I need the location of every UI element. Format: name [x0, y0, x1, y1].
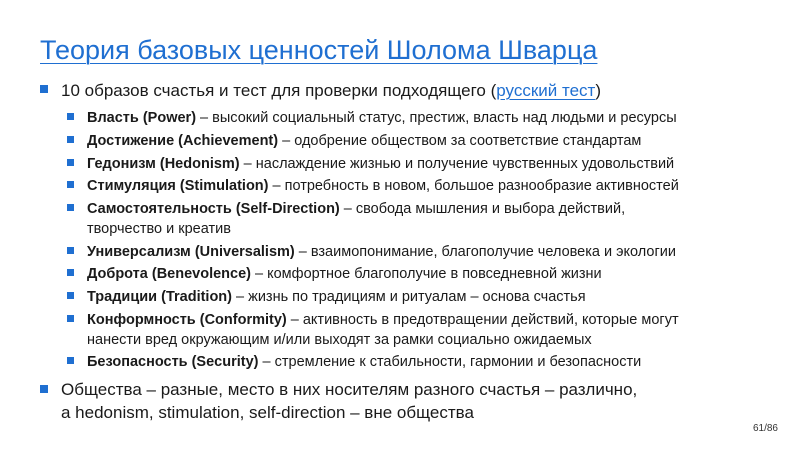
value-term: Достижение (Achievement)	[87, 133, 279, 149]
value-term: Гедонизм (Hedonism)	[87, 156, 240, 172]
value-item-achievement	[87, 131, 641, 151]
value-item-self-direction-cont: творчество и креатив	[87, 221, 231, 237]
value-desc: – свобода мышления и выбора действий,	[339, 201, 626, 217]
bullet-marker	[40, 85, 48, 93]
value-term: Безопасность (Security)	[87, 354, 259, 370]
value-term: Конформность (Conformity)	[87, 312, 287, 328]
bullet-marker	[67, 204, 74, 211]
bullet-marker	[67, 113, 74, 120]
intro-line	[61, 80, 601, 102]
bullet-marker	[67, 181, 74, 188]
intro-text-end: )	[595, 81, 601, 100]
value-term: Универсализм (Universalism)	[87, 244, 295, 260]
value-term: Доброта (Benevolence)	[87, 266, 251, 282]
value-item-power	[87, 108, 677, 128]
bullet-marker	[67, 247, 74, 254]
bullet-marker	[40, 385, 48, 393]
value-desc: – высокий социальный статус, престиж, власть над людьми и ресурсы	[196, 110, 677, 126]
bullet-marker	[67, 357, 74, 364]
value-term: Стимуляция (Stimulation)	[87, 178, 269, 194]
value-item-security	[87, 352, 641, 372]
value-desc: – одобрение обществом за соответствие стандартам	[278, 133, 642, 149]
bullet-marker	[67, 315, 74, 322]
bullet-marker	[67, 159, 74, 166]
value-desc: – взаимопонимание, благополучие человека и экологии	[294, 244, 676, 260]
value-desc: – активность в предотвращении действий, которые могут	[286, 312, 679, 328]
value-item-universalism	[87, 242, 676, 262]
intro-text: 10 образов счастья и тест для проверки подходящего (	[61, 81, 497, 100]
value-item-conformity	[87, 310, 679, 330]
slide-title[interactable]: Теория базовых ценностей Шолома Шварца	[40, 35, 598, 65]
value-desc: – комфортное благополучие в повседневной жизни	[250, 266, 602, 282]
bullet-marker	[67, 269, 74, 276]
value-term: Самостоятельность (Self-Direction)	[87, 201, 340, 217]
value-term: Власть (Power)	[87, 110, 197, 126]
page-number: 61/86	[752, 423, 778, 434]
value-item-conformity-cont: нанести вред окружающим и/или выходят за рамки социально ожидаемых	[87, 332, 592, 348]
value-item-hedonism	[87, 154, 674, 174]
value-desc: – наслаждение жизнью и получение чувственных удовольствий	[239, 156, 675, 172]
bullet-marker	[67, 292, 74, 299]
value-desc: – потребность в новом, большое разнообразие активностей	[268, 178, 679, 194]
value-term: Традиции (Tradition)	[87, 289, 232, 305]
conclusion-line-2: а hedonism, stimulation, self-direction – вне общества	[61, 403, 474, 422]
value-item-tradition	[87, 287, 586, 307]
value-desc: – жизнь по традициям и ритуалам – основа счастья	[232, 289, 586, 305]
value-item-benevolence	[87, 264, 602, 284]
bullet-marker	[67, 136, 74, 143]
russian-test-link[interactable]: русский тест	[496, 81, 596, 100]
conclusion-line-1: Общества – разные, место в них носителям разного счастья – различно,	[61, 380, 638, 399]
value-item-stimulation	[87, 176, 679, 196]
value-desc: – стремление к стабильности, гармонии и безопасности	[258, 354, 642, 370]
value-item-self-direction	[87, 199, 625, 219]
